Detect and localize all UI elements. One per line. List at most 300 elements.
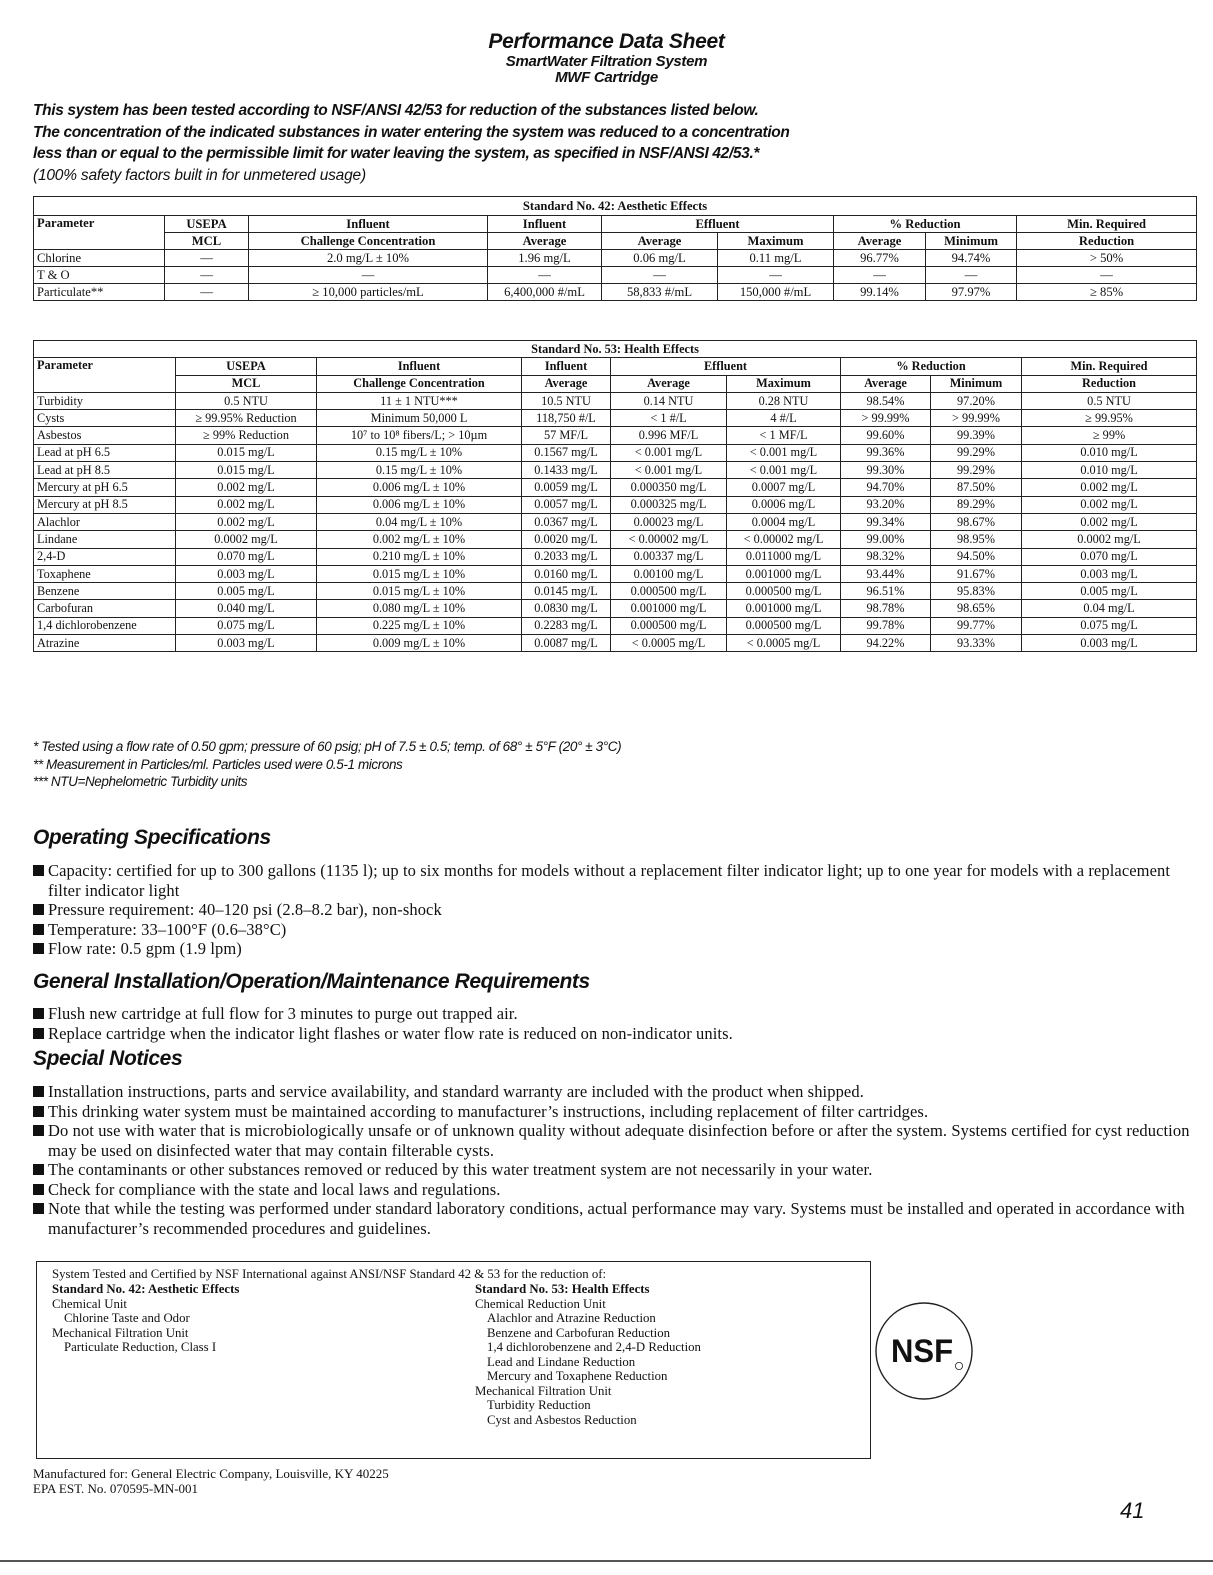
table-cell: 0.000500 mg/L (611, 583, 727, 600)
table-cell: 99.29% (931, 444, 1022, 461)
table-cell: 89.29% (931, 496, 1022, 513)
table-row (34, 284, 1197, 301)
table-cell: Alachlor (34, 513, 176, 530)
table-cell: 6,400,000 #/mL (488, 284, 602, 301)
table-cell: 0.010 mg/L (1022, 462, 1197, 479)
table-cell: 94.74% (926, 250, 1017, 267)
table-cell: 99.78% (841, 617, 931, 634)
list-item (33, 1160, 1193, 1180)
list-item-text: Replace cartridge when the indicator light flashes or water flow rate is reduced on non-indicator units. (48, 1023, 733, 1043)
table-cell: 0.003 mg/L (1022, 635, 1197, 652)
table-row (34, 513, 1197, 530)
table-cell: 0.002 mg/L (1022, 513, 1197, 530)
table-row (34, 565, 1197, 582)
table-cell: — (602, 267, 718, 284)
table-cell: 96.51% (841, 583, 931, 600)
square-bullet-icon (33, 1164, 44, 1175)
table-cell: 0.011000 mg/L (727, 548, 841, 565)
certification-line: 1,4 dichlorobenzene and 2,4-D Reduction (487, 1340, 701, 1354)
list-item (33, 1121, 1193, 1160)
table-cell: Lead at pH 8.5 (34, 462, 176, 479)
table-row (34, 617, 1197, 634)
list-item (33, 1102, 1193, 1122)
operating-specs-list (33, 861, 1193, 959)
table-cell: 98.78% (841, 600, 931, 617)
table-cell: 99.30% (841, 462, 931, 479)
list-item-text: This drinking water system must be maintained according to manufacturer’s instructions, including replacement of filter cartridges. (48, 1101, 929, 1121)
table-cell: 1,4 dichlorobenzene (34, 617, 176, 634)
table-cell: 94.70% (841, 479, 931, 496)
table-cell: ≥ 99% (1022, 427, 1197, 444)
table-cell: — (1017, 267, 1197, 284)
list-item (33, 900, 1193, 920)
table-cell: 0.075 mg/L (1022, 617, 1197, 634)
nsf-certification-box (36, 1261, 871, 1459)
table-cell: 0.009 mg/L ± 10% (317, 635, 522, 652)
col-min-required-reduction: Reduction (1017, 233, 1197, 250)
manufacturer-info (33, 1467, 389, 1496)
general-requirements-list (33, 1004, 1193, 1043)
footnote-3: *** NTU=Nephelometric Turbidity units (33, 774, 248, 789)
table-cell: 0.0007 mg/L (727, 479, 841, 496)
col-min-required: Min. Required (1022, 358, 1197, 375)
intro-line-3: less than or equal to the permissible limit for water leaving the system, as specified in NSF/ANSI 42/53.* (33, 145, 760, 162)
table-cell: ≥ 85% (1017, 284, 1197, 301)
intro-line-2: The concentration of the indicated substances in water entering the system was reduced to a concentration (33, 123, 790, 141)
table-cell: 0.005 mg/L (1022, 583, 1197, 600)
square-bullet-icon (33, 1106, 44, 1117)
square-bullet-icon (33, 865, 44, 876)
square-bullet-icon (33, 904, 44, 915)
table-row (34, 600, 1197, 617)
page-number: 41 (1120, 1498, 1145, 1523)
list-item-text: Check for compliance with the state and local laws and regulations. (48, 1179, 501, 1199)
list-item (33, 939, 1193, 959)
nsf-logo-text: NSF (891, 1333, 953, 1369)
col-challenge-conc: Challenge Concentration (317, 375, 522, 392)
table-cell: — (165, 267, 249, 284)
square-bullet-icon (33, 924, 44, 935)
table-cell: 0.225 mg/L ± 10% (317, 617, 522, 634)
table-cell: 0.2033 mg/L (522, 548, 611, 565)
table-cell: 91.67% (931, 565, 1022, 582)
table-cell: 0.0020 mg/L (522, 531, 611, 548)
col-reduction-minimum: Minimum (926, 233, 1017, 250)
footnote-1: * Tested using a flow rate of 0.50 gpm; pressure of 60 psig; pH of 7.5 ± 0.5; temp. of 68° ± 5°F (20° ± 3°C) (33, 739, 622, 754)
table-cell: — (165, 284, 249, 301)
table-cell: < 0.0005 mg/L (611, 635, 727, 652)
table-cell: 0.002 mg/L (176, 513, 317, 530)
list-item (33, 861, 1193, 900)
col-min-required-reduction: Reduction (1022, 375, 1197, 392)
table-cell: — (718, 267, 834, 284)
table-row (34, 583, 1197, 600)
table-cell: Lindane (34, 531, 176, 548)
table-cell: 99.36% (841, 444, 931, 461)
table-cell: 0.002 mg/L ± 10% (317, 531, 522, 548)
table-cell: < 1 #/L (611, 410, 727, 427)
special-notices-heading: Special Notices (33, 1047, 183, 1070)
table-cell: 97.20% (931, 392, 1022, 409)
table-cell: 0.070 mg/L (1022, 548, 1197, 565)
table-row (34, 427, 1197, 444)
table-cell: 0.070 mg/L (176, 548, 317, 565)
table-cell: < 1 MF/L (727, 427, 841, 444)
title-block (0, 30, 1213, 86)
table-cell: — (249, 267, 488, 284)
table-cell: 0.003 mg/L (1022, 565, 1197, 582)
table-cell: 0.00023 mg/L (611, 513, 727, 530)
table-cell: 97.97% (926, 284, 1017, 301)
table-cell: < 0.001 mg/L (727, 462, 841, 479)
col-influent-avg: Influent (522, 358, 611, 375)
table-cell: Benzene (34, 583, 176, 600)
list-item (33, 1199, 1193, 1238)
table-cell: 58,833 #/mL (602, 284, 718, 301)
table-cell: ≥ 99.95% Reduction (176, 410, 317, 427)
list-item-text: Flow rate: 0.5 gpm (1.9 lpm) (48, 939, 242, 958)
certification-line: Cyst and Asbestos Reduction (487, 1412, 637, 1427)
table-cell: 99.60% (841, 427, 931, 444)
table-cell: Carbofuran (34, 600, 176, 617)
col-reduction-minimum: Minimum (931, 375, 1022, 392)
col-usepa: USEPA (176, 358, 317, 375)
table-cell: 2,4-D (34, 548, 176, 565)
table-cell: — (488, 267, 602, 284)
standard-53-table (33, 340, 1197, 652)
col-usepa: USEPA (165, 216, 249, 233)
table-cell: 99.00% (841, 531, 931, 548)
list-item-text: Pressure requirement: 40–120 psi (2.8–8.2 bar), non-shock (48, 900, 442, 919)
col-effluent-maximum: Maximum (727, 375, 841, 392)
table-cell: 99.14% (834, 284, 926, 301)
nsf-logo (873, 1300, 975, 1402)
special-notices-list (33, 1082, 1193, 1238)
list-item-text: The contaminants or other substances removed or reduced by this water treatment system are not necessarily in your water. (48, 1160, 873, 1179)
table-row (34, 531, 1197, 548)
col-reduction: % Reduction (841, 358, 1022, 375)
certification-53-heading: Standard No. 53: Health Effects (475, 1282, 650, 1296)
table-cell: 0.040 mg/L (176, 600, 317, 617)
table-cell: 0.0059 mg/L (522, 479, 611, 496)
table-row (34, 392, 1197, 409)
general-requirements-heading: General Installation/Operation/Maintenance Requirements (33, 970, 590, 993)
table-cell: 93.44% (841, 565, 931, 582)
table-cell: 0.080 mg/L ± 10% (317, 600, 522, 617)
list-item (33, 1082, 1193, 1102)
list-item-text: Note that while the testing was performed under standard laboratory conditions, actual performance may vary. Systems must be installed and operated in accordance with manufacturer’s recommended procedures and guidelines. (48, 1199, 1185, 1238)
table-row (34, 410, 1197, 427)
table-row (34, 635, 1197, 652)
table-cell: 0.000500 mg/L (727, 617, 841, 634)
table-cell: 0.11 mg/L (718, 250, 834, 267)
table-cell: 0.001000 mg/L (727, 600, 841, 617)
col-usepa-mcl: MCL (176, 375, 317, 392)
col-influent-average: Average (488, 233, 602, 250)
table-cell: 99.77% (931, 617, 1022, 634)
col-parameter: Parameter (34, 358, 176, 393)
table-cell: 0.006 mg/L ± 10% (317, 479, 522, 496)
table-cell: 0.010 mg/L (1022, 444, 1197, 461)
page-title: Performance Data Sheet (488, 30, 725, 53)
col-reduction: % Reduction (834, 216, 1017, 233)
table-cell: 98.32% (841, 548, 931, 565)
table-cell: T & O (34, 267, 165, 284)
table-cell: 57 MF/L (522, 427, 611, 444)
table-cell: 0.0145 mg/L (522, 583, 611, 600)
certification-line: Chlorine Taste and Odor (64, 1311, 190, 1325)
table-cell: 0.210 mg/L ± 10% (317, 548, 522, 565)
table-row (34, 250, 1197, 267)
table-cell: Asbestos (34, 427, 176, 444)
col-effluent-average: Average (611, 375, 727, 392)
intro-line-1: This system has been tested according to NSF/ANSI 42/53 for reduction of the substances listed below. (33, 102, 759, 119)
manufacturer-line: Manufactured for: General Electric Company, Louisville, KY 40225 (33, 1466, 389, 1481)
col-challenge-conc: Challenge Concentration (249, 233, 488, 250)
table-cell: 2.0 mg/L ± 10% (249, 250, 488, 267)
table-cell: 0.15 mg/L ± 10% (317, 444, 522, 461)
standard-42-table (33, 196, 1197, 301)
table-cell: 0.0006 mg/L (727, 496, 841, 513)
table-cell: < 0.00002 mg/L (611, 531, 727, 548)
page-subtitle-system: SmartWater Filtration System (505, 53, 708, 70)
col-min-required: Min. Required (1017, 216, 1197, 233)
table-cell: 0.04 mg/L ± 10% (317, 513, 522, 530)
table-cell: 98.67% (931, 513, 1022, 530)
list-item (33, 1180, 1193, 1200)
table-cell: Toxaphene (34, 565, 176, 582)
table-cell: — (165, 250, 249, 267)
table-cell: 0.0057 mg/L (522, 496, 611, 513)
table-cell: 0.1567 mg/L (522, 444, 611, 461)
table-cell: 99.34% (841, 513, 931, 530)
table-cell: > 99.99% (931, 410, 1022, 427)
table-cell: 0.0087 mg/L (522, 635, 611, 652)
list-item-text: Flush new cartridge at full flow for 3 minutes to purge out trapped air. (48, 1004, 518, 1023)
table-cell: 0.2283 mg/L (522, 617, 611, 634)
certification-line: Mechanical Filtration Unit (475, 1383, 612, 1398)
table-cell: 0.000325 mg/L (611, 496, 727, 513)
table-cell: 0.06 mg/L (602, 250, 718, 267)
table-cell: — (834, 267, 926, 284)
table-cell: 10⁷ to 10⁸ fibers/L; > 10µm (317, 427, 522, 444)
table-cell: 96.77% (834, 250, 926, 267)
square-bullet-icon (33, 1008, 44, 1019)
table-cell: 99.39% (931, 427, 1022, 444)
table-cell: 0.15 mg/L ± 10% (317, 462, 522, 479)
table-row (34, 462, 1197, 479)
table-cell: 0.000350 mg/L (611, 479, 727, 496)
table-cell: 0.001000 mg/L (727, 565, 841, 582)
table-cell: 0.996 MF/L (611, 427, 727, 444)
table-cell: > 50% (1017, 250, 1197, 267)
table-cell: 0.14 NTU (611, 392, 727, 409)
col-usepa-mcl: MCL (165, 233, 249, 250)
table-cell: 87.50% (931, 479, 1022, 496)
table-footnotes (33, 738, 621, 791)
table-cell: 0.005 mg/L (176, 583, 317, 600)
table-cell: Mercury at pH 6.5 (34, 479, 176, 496)
table-cell: 98.65% (931, 600, 1022, 617)
intro-statement (33, 100, 1193, 186)
certification-line: Particulate Reduction, Class I (64, 1340, 217, 1354)
table-cell: 0.006 mg/L ± 10% (317, 496, 522, 513)
table-cell: Cysts (34, 410, 176, 427)
table-cell: 10.5 NTU (522, 392, 611, 409)
table-row (34, 444, 1197, 461)
standard-53-caption: Standard No. 53: Health Effects (34, 341, 1197, 358)
table-cell: — (926, 267, 1017, 284)
table-cell: 0.002 mg/L (1022, 496, 1197, 513)
footnote-2: ** Measurement in Particles/ml. Particles used were 0.5-1 microns (33, 756, 403, 772)
list-item (33, 1024, 1193, 1044)
table-cell: 0.0367 mg/L (522, 513, 611, 530)
table-cell: 93.20% (841, 496, 931, 513)
table-cell: 0.0830 mg/L (522, 600, 611, 617)
square-bullet-icon (33, 1125, 44, 1136)
col-effluent-average: Average (602, 233, 718, 250)
table-cell: 0.5 NTU (1022, 392, 1197, 409)
table-cell: 0.002 mg/L (176, 479, 317, 496)
certification-header: System Tested and Certified by NSF International against ANSI/NSF Standard 42 & 53 for the reduction of: (52, 1267, 607, 1281)
table-cell: 0.0002 mg/L (176, 531, 317, 548)
certification-standard-42 (52, 1282, 482, 1355)
table-cell: 0.1433 mg/L (522, 462, 611, 479)
table-cell: < 0.001 mg/L (727, 444, 841, 461)
square-bullet-icon (33, 1028, 44, 1039)
list-item-text: Temperature: 33–100°F (0.6–38°C) (48, 919, 287, 939)
table-cell: 0.00337 mg/L (611, 548, 727, 565)
table-cell: Chlorine (34, 250, 165, 267)
certification-line: Chemical Reduction Unit (475, 1296, 606, 1311)
table-cell: 0.04 mg/L (1022, 600, 1197, 617)
table-cell: 0.015 mg/L ± 10% (317, 583, 522, 600)
col-influent-avg: Influent (488, 216, 602, 233)
table-cell: 0.000500 mg/L (727, 583, 841, 600)
table-cell: 4 #/L (727, 410, 841, 427)
col-influent: Influent (317, 358, 522, 375)
square-bullet-icon (33, 1086, 44, 1097)
table-cell: 0.0002 mg/L (1022, 531, 1197, 548)
table-cell: 11 ± 1 NTU*** (317, 392, 522, 409)
certification-line: Lead and Lindane Reduction (487, 1354, 636, 1369)
col-effluent: Effluent (602, 216, 834, 233)
table-cell: Particulate** (34, 284, 165, 301)
page-subtitle-cartridge: MWF Cartridge (555, 69, 658, 86)
table-cell: 0.002 mg/L (176, 496, 317, 513)
table-cell: 0.015 mg/L (176, 444, 317, 461)
table-cell: Mercury at pH 8.5 (34, 496, 176, 513)
safety-factor-note: (100% safety factors built in for unmetered usage) (33, 166, 366, 184)
table-cell: 94.50% (931, 548, 1022, 565)
table-cell: Minimum 50,000 L (317, 410, 522, 427)
bottom-rule (0, 1560, 1213, 1562)
table-cell: 0.00100 mg/L (611, 565, 727, 582)
table-cell: 0.003 mg/L (176, 565, 317, 582)
table-cell: 93.33% (931, 635, 1022, 652)
table-cell: 98.95% (931, 531, 1022, 548)
list-item-text: Installation instructions, parts and service availability, and standard warranty are included with the product when shipped. (48, 1082, 864, 1101)
col-parameter: Parameter (34, 216, 165, 250)
table-cell: 118,750 #/L (522, 410, 611, 427)
table-cell: 0.5 NTU (176, 392, 317, 409)
table-row (34, 267, 1197, 284)
table-cell: 95.83% (931, 583, 1022, 600)
certification-line: Benzene and Carbofuran Reduction (487, 1325, 670, 1340)
certification-standard-53 (475, 1282, 865, 1427)
certification-line: Turbidity Reduction (487, 1398, 591, 1412)
table-cell: 94.22% (841, 635, 931, 652)
col-effluent: Effluent (611, 358, 841, 375)
table-cell: 150,000 #/mL (718, 284, 834, 301)
certification-53-lines (475, 1297, 865, 1428)
table-cell: 0.002 mg/L (1022, 479, 1197, 496)
table-cell: 0.0004 mg/L (727, 513, 841, 530)
col-reduction-average: Average (841, 375, 931, 392)
table-cell: 0.28 NTU (727, 392, 841, 409)
table-cell: < 0.001 mg/L (611, 444, 727, 461)
list-item-text: Capacity: certified for up to 300 gallons (1135 l); up to six months for models without a replacement filter indicator light; up to one year for models with a replacement filter indicator light (48, 861, 1171, 900)
table-cell: < 0.0005 mg/L (727, 635, 841, 652)
table-row (34, 548, 1197, 565)
table-cell: ≥ 99% Reduction (176, 427, 317, 444)
registered-mark-icon (955, 1362, 962, 1369)
list-item (33, 920, 1193, 940)
standard-42-rows (34, 250, 1197, 301)
certification-line: Mercury and Toxaphene Reduction (487, 1369, 668, 1383)
table-cell: 0.0160 mg/L (522, 565, 611, 582)
list-item (33, 1004, 1193, 1024)
certification-line: Chemical Unit (52, 1296, 127, 1311)
table-cell: Atrazine (34, 635, 176, 652)
list-item-text: Do not use with water that is microbiologically unsafe or of unknown quality without adequate disinfection before or after the system. Systems certified for cyst reduction may be used on disinfected water that may contain filterable cysts. (48, 1121, 1190, 1160)
table-cell: 1.96 mg/L (488, 250, 602, 267)
table-cell: < 0.00002 mg/L (727, 531, 841, 548)
table-cell: 0.003 mg/L (176, 635, 317, 652)
square-bullet-icon (33, 1184, 44, 1195)
table-cell: Lead at pH 6.5 (34, 444, 176, 461)
table-cell: ≥ 10,000 particles/mL (249, 284, 488, 301)
standard-53-rows (34, 392, 1197, 651)
table-row (34, 496, 1197, 513)
table-cell: 0.015 mg/L (176, 462, 317, 479)
col-influent-average: Average (522, 375, 611, 392)
certification-42-heading: Standard No. 42: Aesthetic Effects (52, 1282, 240, 1296)
col-influent: Influent (249, 216, 488, 233)
operating-specs-heading: Operating Specifications (33, 826, 271, 849)
table-cell: 98.54% (841, 392, 931, 409)
table-row (34, 479, 1197, 496)
epa-establishment-number: EPA EST. No. 070595-MN-001 (33, 1480, 199, 1496)
certification-line: Mechanical Filtration Unit (52, 1325, 189, 1340)
certification-42-lines (52, 1297, 482, 1355)
table-cell: Turbidity (34, 392, 176, 409)
standard-42-caption: Standard No. 42: Aesthetic Effects (34, 197, 1197, 216)
table-cell: < 0.001 mg/L (611, 462, 727, 479)
col-effluent-maximum: Maximum (718, 233, 834, 250)
table-cell: 0.000500 mg/L (611, 617, 727, 634)
square-bullet-icon (33, 1203, 44, 1214)
table-cell: 0.015 mg/L ± 10% (317, 565, 522, 582)
table-cell: 99.29% (931, 462, 1022, 479)
table-cell: > 99.99% (841, 410, 931, 427)
col-reduction-average: Average (834, 233, 926, 250)
certification-line: Alachlor and Atrazine Reduction (487, 1311, 656, 1325)
table-cell: 0.001000 mg/L (611, 600, 727, 617)
square-bullet-icon (33, 943, 44, 954)
table-cell: 0.075 mg/L (176, 617, 317, 634)
table-cell: ≥ 99.95% (1022, 410, 1197, 427)
